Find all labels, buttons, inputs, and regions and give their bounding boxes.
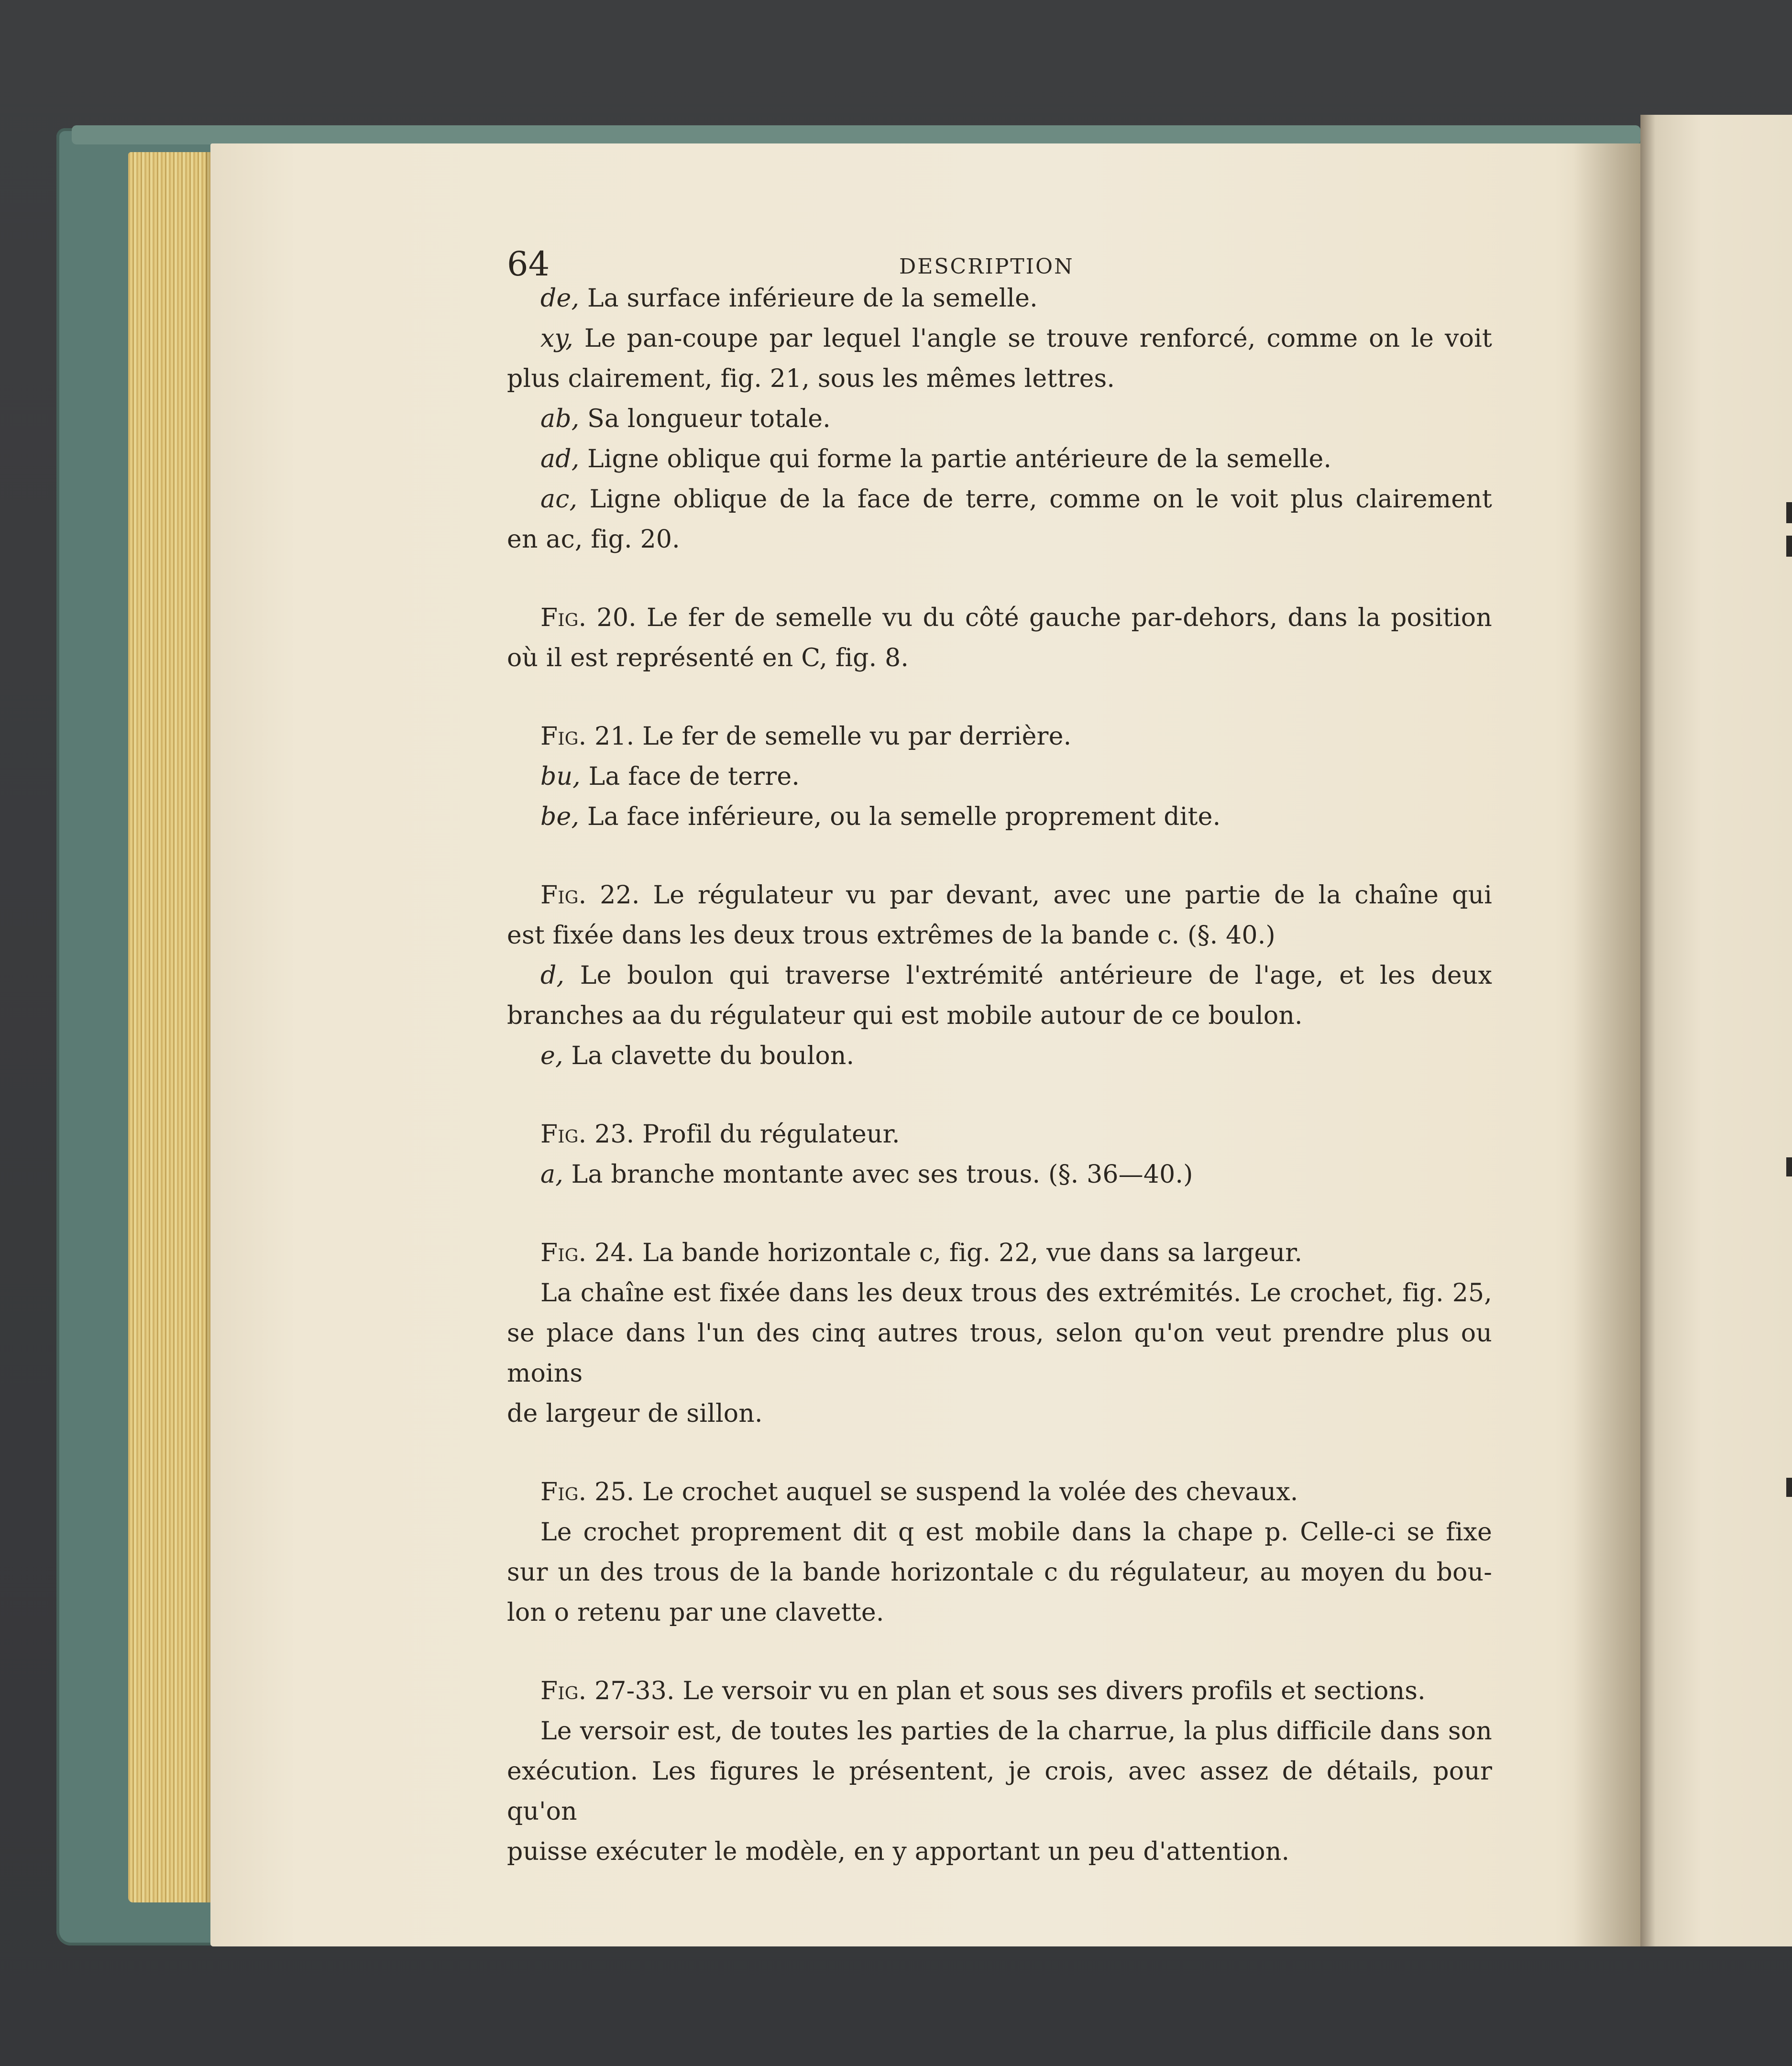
- facing-page-print-mark: [1786, 502, 1792, 523]
- gutter-shade: [1573, 143, 1640, 1946]
- figure-label: Fig. 23.: [540, 1120, 635, 1149]
- body-line: puisse exécuter le modèle, en y apportant un peu d'attention.: [507, 1837, 1290, 1866]
- figure-label: Fig. 25.: [540, 1478, 635, 1506]
- body-line: lon o retenu par une clavette.: [507, 1598, 884, 1627]
- body-line: La chaîne est fixée dans les deux trous des extrémités. Le crochet, fig. 25,: [540, 1279, 1492, 1308]
- figure-line: Fig. 23. Profil du régulateur.: [540, 1120, 900, 1149]
- figure-line: est fixée dans les deux trous extrêmes de la bande c. (§. 40.): [507, 921, 1275, 950]
- legend-line: plus clairement, fig. 21, sous les mêmes lettres.: [507, 364, 1115, 393]
- legend-line: ab, Sa longueur totale.: [540, 405, 831, 433]
- legend-line: branches aa du régulateur qui est mobile autour de ce boulon.: [507, 1001, 1303, 1030]
- body-line: Le versoir est, de toutes les parties de la charrue, la plus difficile dans son: [540, 1717, 1492, 1746]
- figure-label: Fig. 24.: [540, 1239, 635, 1267]
- legend-line: e, La clavette du boulon.: [540, 1042, 855, 1070]
- body-line: Le crochet proprement dit q est mobile dans la chape p. Celle-ci se fixe: [540, 1518, 1492, 1547]
- facing-page-print-mark: [1786, 1478, 1792, 1497]
- legend-line: ad, Ligne oblique qui forme la partie antérieure de la semelle.: [540, 445, 1332, 473]
- body-line: se place dans l'un des cinq autres trous, selon qu'on veut prendre plus ou moins: [507, 1319, 1492, 1388]
- facing-page-print-mark: [1786, 1157, 1792, 1176]
- legend-line: bu, La face de terre.: [540, 762, 800, 791]
- legend-line: de, La surface inférieure de la semelle.: [540, 284, 1038, 313]
- body-line: sur un des trous de la bande horizontale c du régulateur, au moyen du bou-: [507, 1558, 1492, 1587]
- page-number: 64: [507, 244, 550, 284]
- figure-block-27-33: [507, 1671, 1492, 1872]
- figure-line: Fig. 24. La bande horizontale c, fig. 22, vue dans sa largeur.: [540, 1239, 1303, 1267]
- body-line: exécution. Les figures le présentent, je crois, avec assez de détails, pour qu'on: [507, 1757, 1492, 1826]
- legend-line: d, Le boulon qui traverse l'extrémité antérieure de l'age, et les deux: [540, 961, 1492, 990]
- figure-label: Fig. 20.: [540, 604, 637, 632]
- figure-block-24: [507, 1233, 1492, 1434]
- figure-block-25: [507, 1472, 1492, 1633]
- figure-line: Fig. 25. Le crochet auquel se suspend la volée des chevaux.: [540, 1478, 1298, 1506]
- facing-page-print-mark: [1786, 536, 1792, 557]
- body-line: de largeur de sillon.: [507, 1399, 763, 1428]
- figure-label: Fig. 27-33.: [540, 1677, 675, 1705]
- gilt-page-edges: [128, 152, 214, 1902]
- legend-block-1: [507, 278, 1492, 560]
- figure-block-20: [507, 598, 1492, 678]
- figure-block-23: [507, 1114, 1492, 1195]
- figure-block-21: [507, 716, 1492, 837]
- figure-label: Fig. 22.: [540, 881, 640, 910]
- page-header: [507, 244, 1492, 292]
- book-cover-top-edge: [72, 125, 1640, 144]
- figure-line: Fig. 22. Le régulateur vu par devant, avec une partie de la chaîne qui: [540, 881, 1493, 910]
- running-head: DESCRIPTION: [899, 254, 1074, 279]
- legend-line: en ac, fig. 20.: [507, 525, 680, 554]
- figure-line: Fig. 21. Le fer de semelle vu par derrière.: [540, 722, 1072, 751]
- figure-label: Fig. 21.: [540, 722, 635, 751]
- legend-line: ac, Ligne oblique de la face de terre, comme on le voit plus clairement: [540, 485, 1492, 514]
- figure-block-22: [507, 875, 1492, 1076]
- figure-line: où il est représenté en C, fig. 8.: [507, 644, 909, 672]
- legend-line: xy, Le pan-coupe par lequel l'angle se trouve renforcé, comme on le voit: [540, 324, 1492, 353]
- facing-page-edge: [1640, 115, 1792, 1946]
- page-text: [507, 244, 1492, 1872]
- figure-line: Fig. 20. Le fer de semelle vu du côté gauche par-dehors, dans la position: [540, 604, 1492, 632]
- legend-line: a, La branche montante avec ses trous. (§. 36—40.): [540, 1160, 1193, 1189]
- legend-line: be, La face inférieure, ou la semelle proprement dite.: [540, 802, 1221, 831]
- figure-line: Fig. 27-33. Le versoir vu en plan et sous ses divers profils et sections.: [540, 1677, 1426, 1705]
